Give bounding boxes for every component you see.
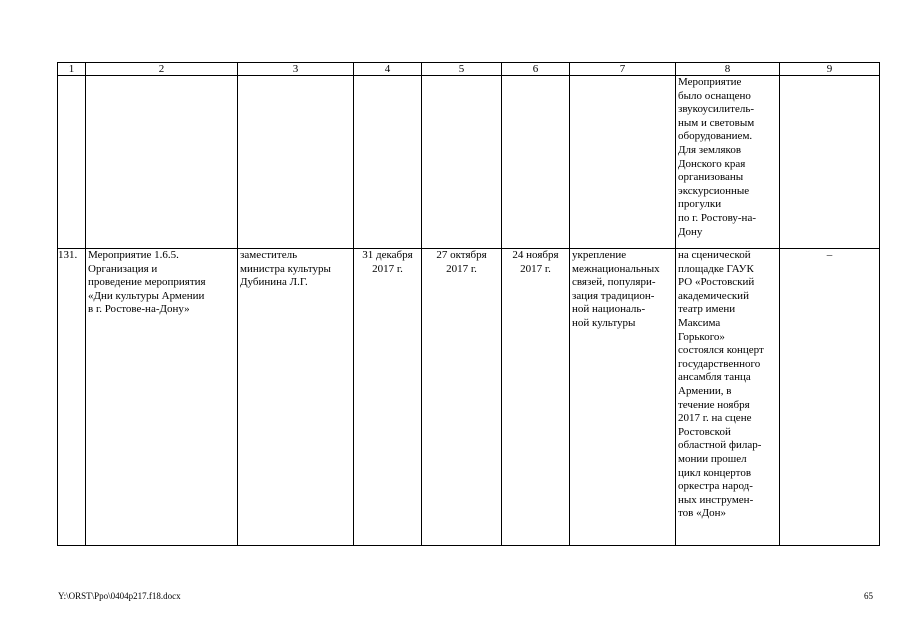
header-col-6: 6 <box>502 63 570 76</box>
cell-number: 131. <box>58 249 86 546</box>
cell-start-date: 27 октября 2017 г. <box>422 249 502 546</box>
cell-empty <box>780 76 880 249</box>
header-col-8: 8 <box>676 63 780 76</box>
cell-end-date: 24 ноября 2017 г. <box>502 249 570 546</box>
cell-empty <box>86 76 238 249</box>
cell-empty <box>570 76 676 249</box>
cell-actual-result: на сценической площадке ГАУК РО «Ростовский академический театр имени Максима Горького» состоялся концерт государственного ансамбля танца Армении, в течение ноября 2017 г. на сцене Ростовской областной филар- монии прошел цикл концертов оркестра народ- ных инструмен- тов «Дон» <box>676 249 780 546</box>
cell-empty <box>238 76 354 249</box>
cell-planned-date: 31 декабря 2017 г. <box>354 249 422 546</box>
cell-problems: – <box>780 249 880 546</box>
report-table <box>57 62 880 546</box>
cell-empty <box>58 76 86 249</box>
header-col-3: 3 <box>238 63 354 76</box>
footer-file-path: Y:\ORST\Ppo\0404p217.f18.docx <box>58 591 181 601</box>
header-col-5: 5 <box>422 63 502 76</box>
header-col-1: 1 <box>58 63 86 76</box>
table-row-131 <box>58 249 880 546</box>
cell-expected-result: укрепление межнациональных связей, популяри- зация традицион- ной националь- ной культуры <box>570 249 676 546</box>
cell-event-name: Мероприятие 1.6.5. Организация и проведение мероприятия «Дни культуры Армении в г. Ростове-на-Дону» <box>86 249 238 546</box>
header-col-2: 2 <box>86 63 238 76</box>
cell-empty <box>502 76 570 249</box>
table-row-continuation <box>58 76 880 249</box>
cell-result-continued: Мероприятие было оснащено звукоусилитель- ным и световым оборудованием. Для земляков Донского края организованы экскурсионные прогулки по г. Ростову-на- Дону <box>676 76 780 249</box>
header-col-9: 9 <box>780 63 880 76</box>
footer-page-number: 65 <box>864 591 873 601</box>
cell-empty <box>422 76 502 249</box>
header-row <box>58 63 880 76</box>
header-col-4: 4 <box>354 63 422 76</box>
cell-empty <box>354 76 422 249</box>
header-col-7: 7 <box>570 63 676 76</box>
cell-responsible: заместитель министра культуры Дубинина Л.Г. <box>238 249 354 546</box>
